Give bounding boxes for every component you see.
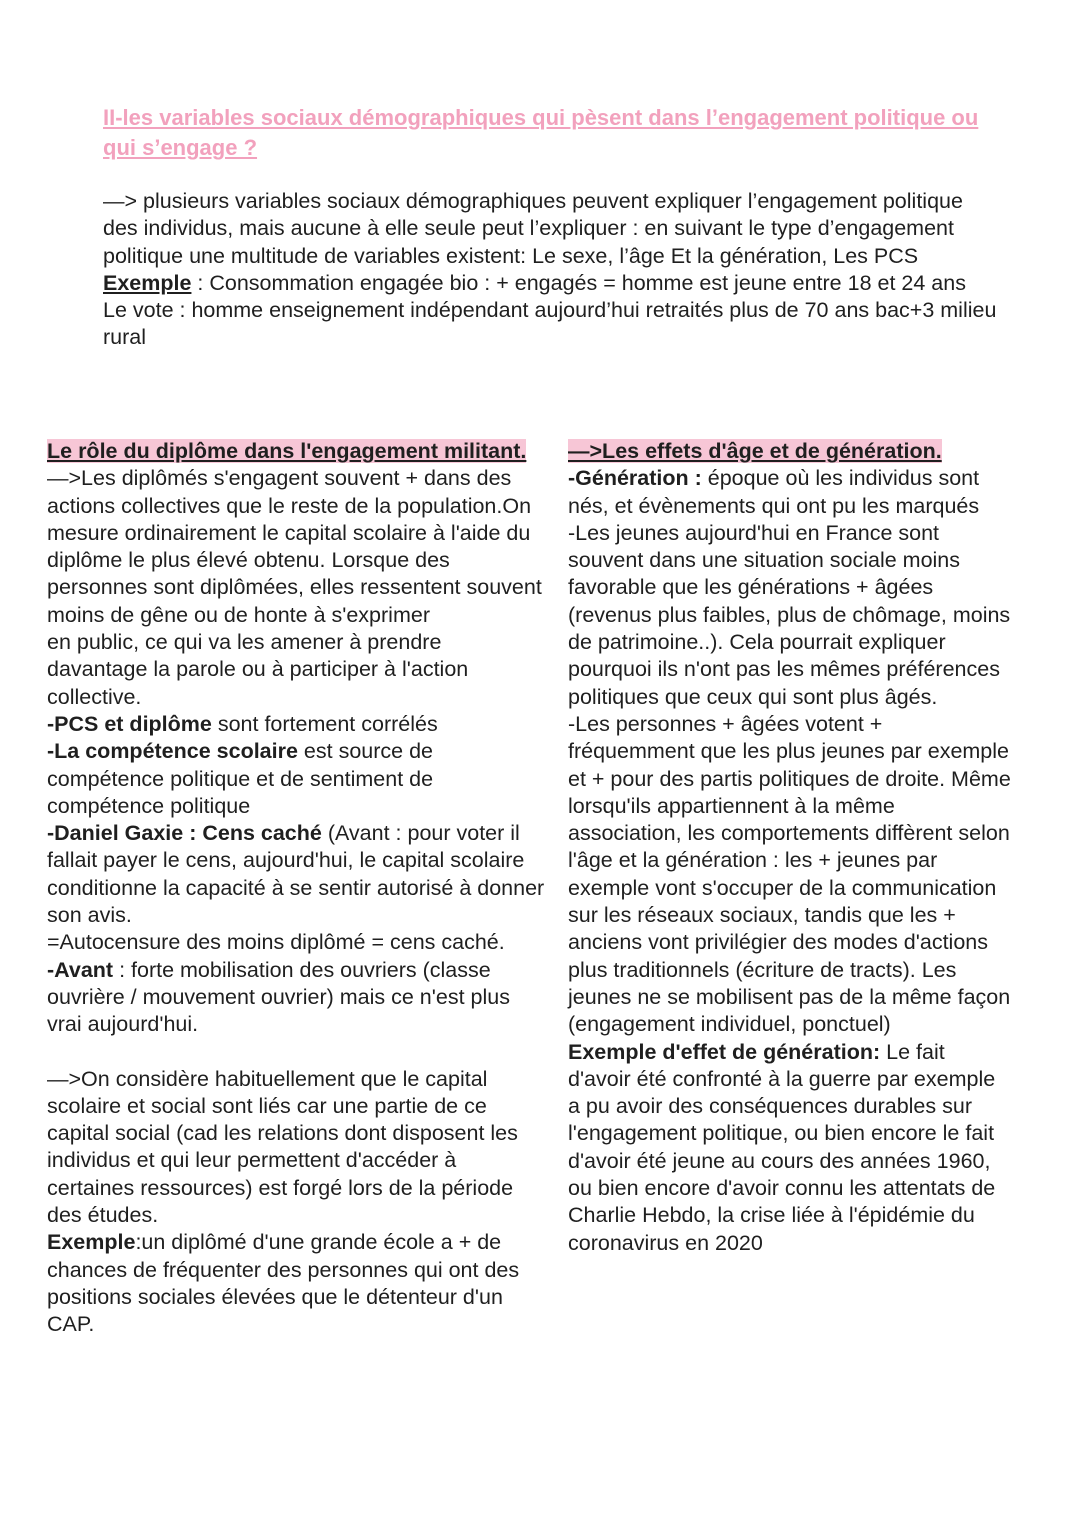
generation-bold: -Génération : <box>568 466 702 491</box>
gaxie-line <box>47 820 547 929</box>
avant-line <box>47 957 547 1039</box>
right-paragraph-1: -Les jeunes aujourd'hui en France sont souvent dans une situation sociale moins favorable que les générations + âgées (revenus plus faibles, plus de chômage, moins de patrimoine..). Cela pourrait expliquer pourquoi ils n'ont pas les mêmes préférences politiques que ceux qui sont plus âgés. <box>568 520 1011 709</box>
right-example-bold: Exemple d'effet de génération: <box>568 1039 881 1064</box>
pcs-line <box>47 711 547 738</box>
spacer <box>47 1039 547 1066</box>
right-example <box>568 1039 1013 1257</box>
left-example-text: :un diplômé d'une grande école a + de chances de fréquenter des personnes qui ont des positions sociales élevées que le détenteur d'un CAP. <box>47 1230 520 1337</box>
left-paragraph-1: —>Les diplômés s'engagent souvent + dans des actions collectives que le reste de la population.On mesure ordinairement le capital scolaire à l'aide du diplôme le plus élevé obtenu. Lorsque des personnes sont diplômées, elles ressentent souvent moins de gêne ou de honte à s'exprimer <box>47 466 542 627</box>
competence-line <box>47 738 547 820</box>
left-paragraph-3: —>On considère habituellement que le capital scolaire et social sont liés car une partie de ce capital social (cad les relations dont disposent les individus et qui leur permettent d'accéder à certaines ressources) est forgé lors de la période des études. <box>47 1066 518 1228</box>
example-text: : Consommation engagée bio : + engagés = homme est jeune entre 18 et 24 ans <box>191 270 966 295</box>
intro-paragraph: —> plusieurs variables sociaux démographiques peuvent expliquer l’engagement politique des individus, mais aucune à elle seule peut l’expliquer : en suivant le type d’engagement politique une multitude de variables existent: Le sexe, l’âge Et la génération, Les PCS <box>103 189 963 268</box>
right-example-text: Le fait d'avoir été confronté à la guerre par exemple a pu avoir des conséquences durables sur l'engagement politique, ou bien encore le fait d'avoir été jeune au cours des années 1960, ou bien encore d'avoir connu les attentats de Charlie Hebdo, la crise liée à l'épidémie du coronavirus en 2020 <box>568 1039 996 1255</box>
autocensure-line: =Autocensure des moins diplômé = cens caché. <box>47 930 505 955</box>
pcs-bold: -PCS et diplôme <box>47 711 212 736</box>
competence-bold: -La compétence scolaire <box>47 739 298 764</box>
left-example-bold: Exemple <box>47 1230 136 1255</box>
avant-bold: -Avant <box>47 957 114 982</box>
intro-block <box>103 188 1003 352</box>
generation-line <box>568 465 1013 520</box>
right-paragraph-2: -Les personnes + âgées votent + fréquemment que les plus jeunes par exemple et + pour des partis politiques de droite. Même lorsqu'ils appartiennent à la même association, les comportements diffèrent selon l'âge et la génération : les + jeunes par exemple vont s'occuper de la communication sur les réseaux sociaux, tandis que les + anciens vont privilégier des modes d'actions plus traditionnels (écriture de tracts). Les jeunes ne se mobilisent pas de la même façon (engagement individuel, ponctuel) <box>568 711 1011 1037</box>
right-column <box>568 438 1013 1257</box>
left-heading: Le rôle du diplôme dans l'engagement militant. <box>47 439 527 463</box>
left-example <box>47 1229 547 1338</box>
right-heading: —>Les effets d'âge et de génération. <box>568 439 942 463</box>
competence-text: est source de compétence politique et de sentiment de compétence politique <box>47 739 434 818</box>
example-label: Exemple <box>103 270 192 295</box>
gaxie-text: (Avant : pour voter il fallait payer le cens, aujourd'hui, le capital scolaire conditionne la capacité à se sentir autorisé à donner son avis. <box>47 821 545 928</box>
gaxie-bold: -Daniel Gaxie : Cens caché <box>47 821 322 846</box>
pcs-text: sont fortement corrélés <box>211 711 438 736</box>
section-title: II-les variables sociaux démographiques qui pèsent dans l’engagement politique ou qui s’engage ? <box>103 105 979 160</box>
left-column <box>47 438 547 1339</box>
intro-vote: Le vote : homme enseignement indépendant aujourd’hui retraités plus de 70 ans bac+3 milieu rural <box>103 298 997 350</box>
left-paragraph-2: en public, ce qui va les amener à prendre davantage la parole ou à participer à l'action collective. <box>47 630 469 709</box>
generation-text: époque où les individus sont nés, et évènements qui ont pu les marqués <box>568 466 980 518</box>
avant-text: : forte mobilisation des ouvriers (classe ouvrière / mouvement ouvrier) mais ce n'est plus vrai aujourd'hui. <box>47 957 510 1037</box>
intro-example <box>103 270 1003 297</box>
